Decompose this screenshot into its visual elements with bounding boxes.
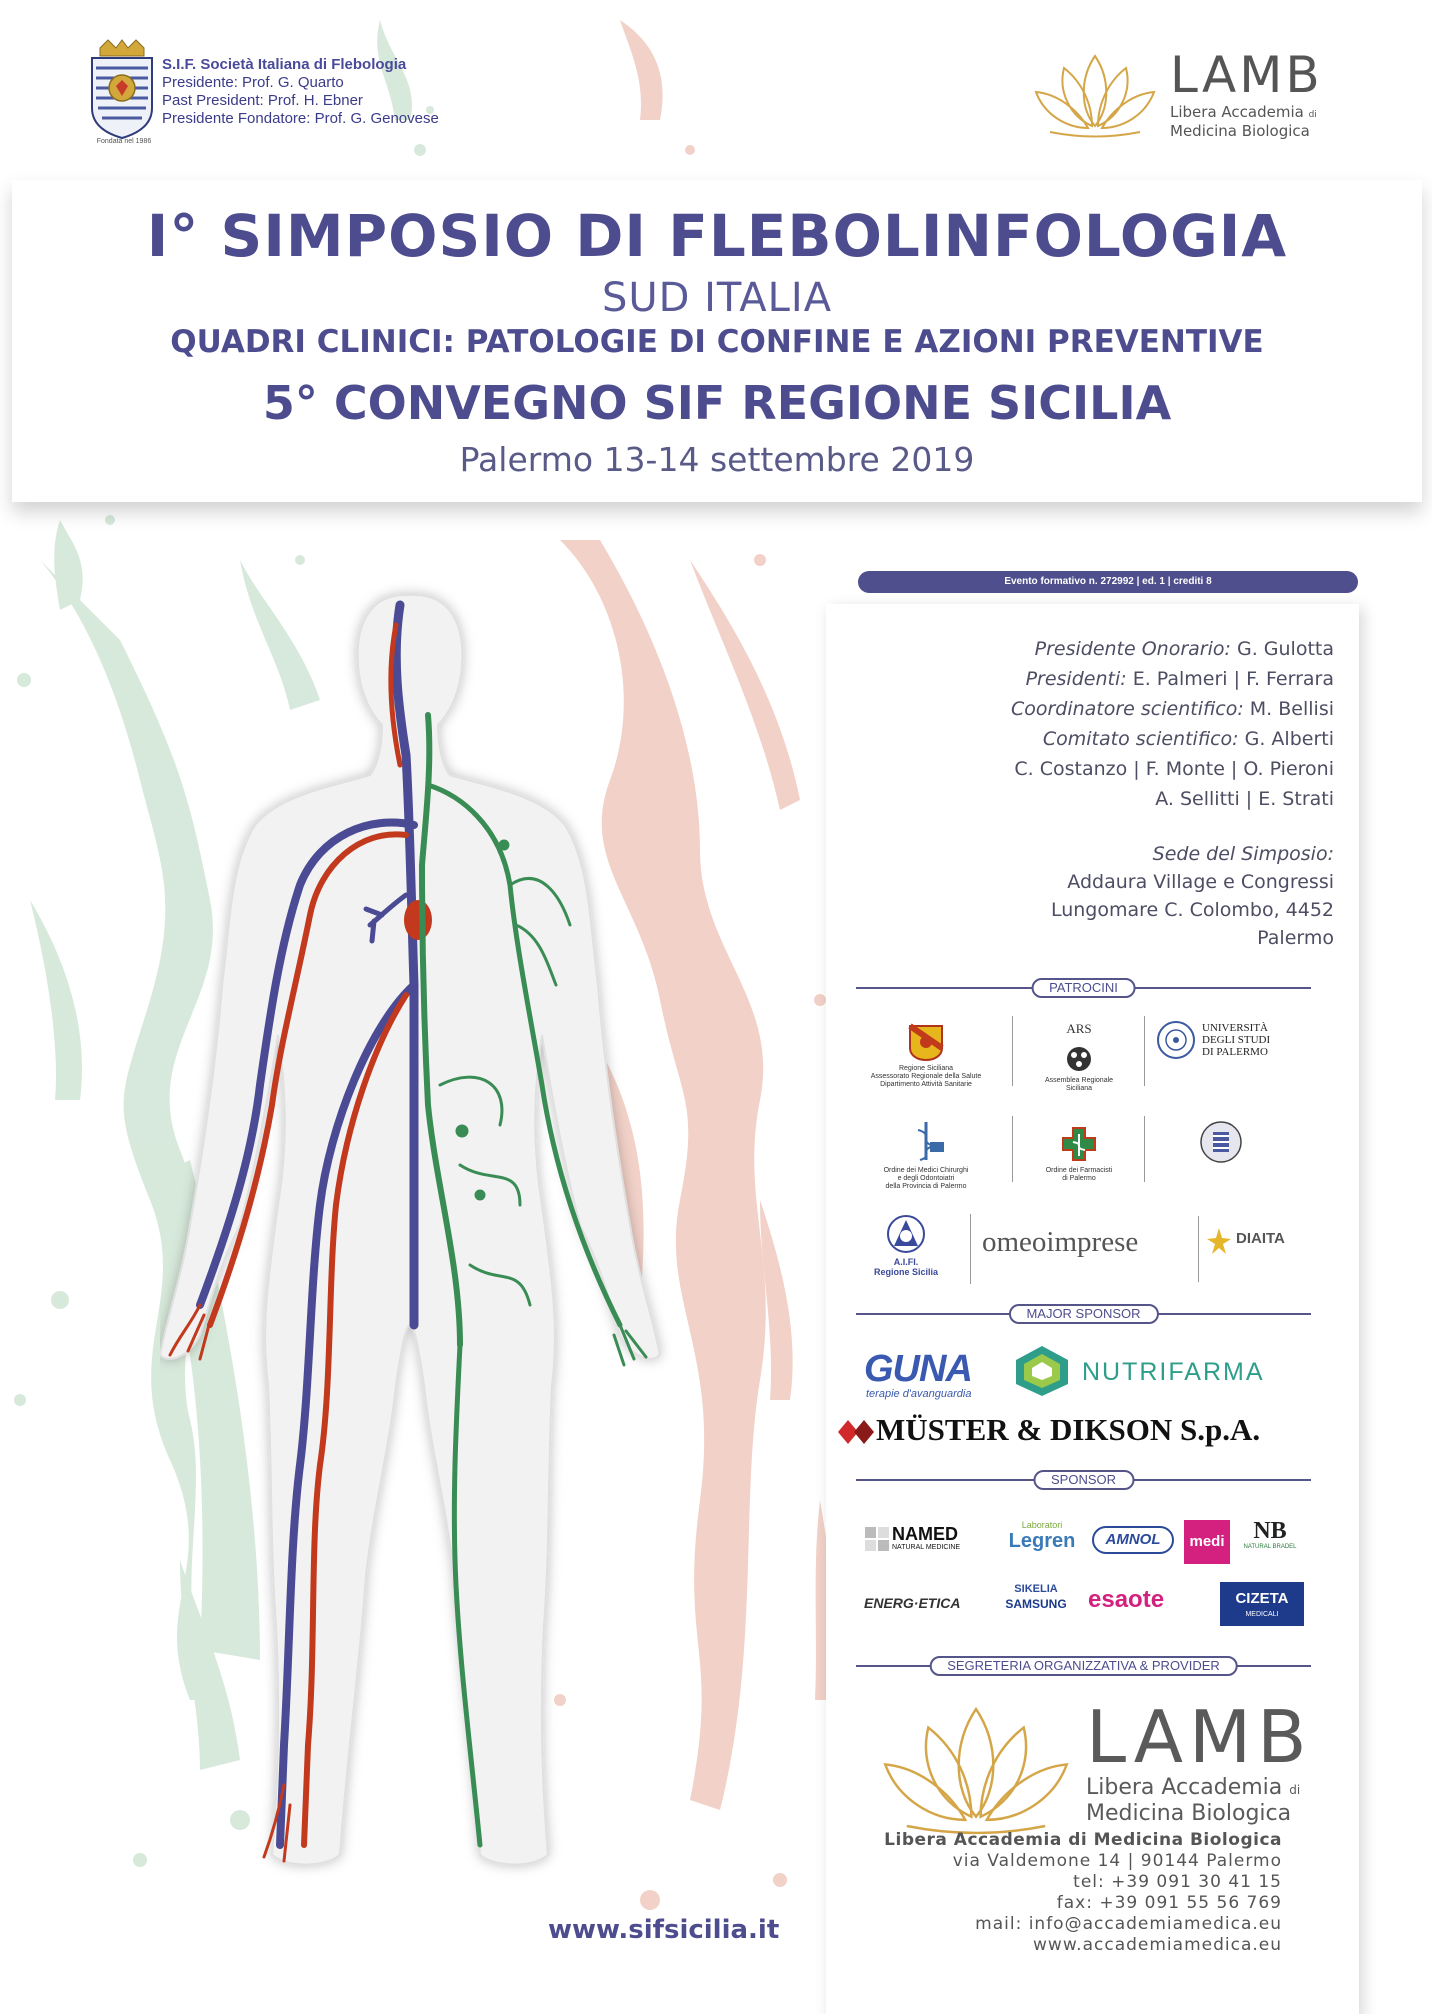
unipa-caption: UNIVERSITÀ DEGLI STUDI DI PALERMO [1202, 1022, 1271, 1058]
logo-divider [1012, 1116, 1013, 1182]
energetica-wordmark: ENERG·ETICA [864, 1595, 961, 1611]
lamb-foot-line1: Libera Accademia [1086, 1775, 1283, 1800]
label-coordinatore: Coordinatore scientifico: [1010, 698, 1244, 720]
lamb-foot-word: LAMB [1086, 1695, 1313, 1779]
nutrifarma-wordmark: NUTRIFARMA [1082, 1358, 1265, 1386]
event-date: Palermo 13-14 settembre 2019 [459, 440, 975, 479]
sponsor-amnol [1092, 1526, 1174, 1554]
medici-caption: Ordine dei Medici Chirurghi e degli Odontoiatri della Provincia di Palermo [883, 1167, 969, 1190]
contact-name: Libera Accademia di Medicina Biologica [884, 1830, 1282, 1850]
section-patrocini [856, 978, 1311, 998]
sif-header [86, 38, 506, 158]
name-coordinatore: M. Bellisi [1249, 698, 1334, 720]
logo-divider [1144, 1116, 1145, 1182]
evento-formativo-bar: Evento formativo n. 272992 | ed. 1 | crediti 8 [858, 571, 1358, 593]
section-segreteria-label: SEGRETERIA ORGANIZZATIVA & PROVIDER [929, 1656, 1238, 1676]
logo-omeoimprese: omeoimprese [982, 1226, 1139, 1258]
lamb-foot-di: di [1289, 1783, 1301, 1797]
convegno-title: 5° CONVEGNO SIF REGIONE SICILIA [262, 376, 1172, 430]
section-sponsor [856, 1470, 1311, 1490]
trinacria-icon [906, 1022, 946, 1062]
unipa-seal-icon [1156, 1020, 1196, 1060]
aifi-icon [884, 1214, 928, 1254]
aifi-text-2: Regione Sicilia [873, 1267, 939, 1277]
lamb-top-di: di [1308, 110, 1317, 120]
guna-wordmark: GUNA [864, 1348, 972, 1390]
lamb-top-word: LAMB [1170, 46, 1323, 104]
cizeta-wordmark: CIZETA [1235, 1590, 1289, 1607]
legren-top: Laboratori [1021, 1520, 1063, 1530]
sif-president: Presidente: Prof. G. Quarto [162, 74, 344, 91]
logo-divider [1144, 1016, 1145, 1086]
sif-past-president: Past President: Prof. H. Ebner [162, 92, 363, 109]
nb-tagline: NATURAL BRADEL [1243, 1544, 1297, 1550]
ars-emblem-icon [1064, 1044, 1094, 1074]
credits-comitato [844, 724, 1334, 754]
ars-mark: ARS [1066, 1021, 1092, 1036]
aifi-text-1: A.I.FI. [893, 1257, 919, 1267]
section-segreteria [856, 1656, 1311, 1676]
lamb-foot-line2: Medicina Biologica [1086, 1801, 1292, 1826]
venue-label: Sede del Simposio: [1152, 843, 1334, 865]
logo-ordine-farmacisti [1024, 1116, 1134, 1191]
section-major-label: MAJOR SPONSOR [1008, 1304, 1158, 1324]
lamb-top-line2: Medicina Biologica [1170, 122, 1310, 140]
muster-diamond-icon [836, 1418, 876, 1446]
lamb-top-subtitle [1170, 104, 1317, 139]
logo-divider [970, 1214, 971, 1284]
lamb-top-line1: Libera Accademia [1170, 103, 1304, 121]
contact-mail[interactable]: mail: info@accademiamedica.eu [975, 1914, 1282, 1934]
sif-seal-icon [1199, 1120, 1243, 1164]
committee-list [844, 634, 1334, 814]
credits-coordinatore [844, 694, 1334, 724]
caduceus-icon [906, 1120, 946, 1164]
sponsor-muster-dikson [836, 1410, 1306, 1460]
sif-text [162, 56, 439, 128]
logo-aifi [856, 1214, 956, 1277]
sif-crest-icon [86, 38, 158, 140]
credits-comitato-2: C. Costanzo | F. Monte | O. Pieroni [1014, 758, 1334, 780]
name-comitato-1: G. Alberti [1244, 728, 1334, 750]
sponsor-named [864, 1524, 992, 1560]
sponsor-sikelia-samsung [996, 1582, 1076, 1622]
named-tagline: NATURAL MEDICINE [892, 1544, 961, 1551]
main-title: I° SIMPOSIO DI FLEBOLINFOLOGIA [146, 202, 1288, 270]
sponsor-guna [864, 1348, 1004, 1408]
name-onorario: G. Gulotta [1236, 638, 1334, 660]
ars-caption: Assemblea Regionale Siciliana [1044, 1077, 1114, 1092]
sponsor-legren [1002, 1520, 1082, 1560]
lotus-icon [876, 1696, 1076, 1836]
website-link[interactable]: www.sifsicilia.it [548, 1915, 780, 1945]
samsung-wordmark: SAMSUNG [1005, 1597, 1067, 1611]
nutrifarma-hex-icon [1012, 1344, 1072, 1398]
subtitle-region: SUD ITALIA [601, 275, 833, 321]
venue-block [844, 840, 1334, 952]
logo-divider [1198, 1216, 1199, 1282]
farmacisti-caption: Ordine dei Farmacisti di Palermo [1045, 1167, 1113, 1182]
logo-sif-seal [1196, 1120, 1246, 1167]
info-panel [826, 604, 1359, 2014]
lamb-logo-top [1030, 48, 1350, 138]
logo-divider [1012, 1016, 1013, 1086]
amnol-wordmark: AMNOL [1105, 1531, 1161, 1548]
cizeta-tagline: MEDICALI [1245, 1611, 1279, 1618]
sponsor-nutrifarma [1012, 1344, 1312, 1404]
named-grid-icon [864, 1526, 890, 1552]
credits-onorario [844, 634, 1334, 664]
diaita-text: DIAITA [1236, 1230, 1285, 1247]
logo-diaita [1206, 1224, 1316, 1264]
legren-wordmark: Legren [1008, 1530, 1076, 1552]
credits-presidenti [844, 664, 1334, 694]
section-major-sponsor [856, 1304, 1311, 1324]
sponsor-energetica [864, 1588, 984, 1618]
diaita-star-icon [1206, 1226, 1232, 1256]
sponsor-cizeta [1220, 1582, 1304, 1626]
label-comitato: Comitato scientifico: [1042, 728, 1239, 750]
logo-ordine-medici [856, 1112, 996, 1199]
contact-web[interactable]: www.accademiamedica.eu [1033, 1935, 1282, 1955]
muster-wordmark: MÜSTER & DIKSON S.p.A. [876, 1412, 1261, 1447]
sif-founding-president: Presidente Fondatore: Prof. G. Genovese [162, 110, 439, 127]
subtitle-topic: QUADRI CLINICI: PATOLOGIE DI CONFINE E AZIONI PREVENTIVE [170, 324, 1264, 360]
esaote-wordmark: esaote [1088, 1586, 1165, 1613]
sponsor-medi [1184, 1520, 1230, 1564]
name-presidenti: E. Palmeri | F. Ferrara [1132, 668, 1334, 690]
regione-caption: Regione Siciliana Assessorato Regionale della Salute Dipartimento Attività Sanitarie [870, 1065, 982, 1088]
guna-tagline: terapie d'avanguardia [866, 1388, 972, 1400]
medi-wordmark: medi [1189, 1533, 1225, 1550]
contact-block [826, 1830, 1282, 1956]
label-presidenti: Presidenti: [1025, 668, 1127, 690]
named-wordmark: NAMED [892, 1524, 958, 1544]
venue-line-3: Palermo [1257, 927, 1334, 949]
sikelia-wordmark: SIKELIA [1014, 1583, 1058, 1595]
contact-fax: fax: +39 091 55 56 769 [1056, 1893, 1282, 1913]
pharmacy-cross-icon [1059, 1124, 1099, 1164]
lotus-icon [1030, 48, 1160, 138]
sif-founded: Fondata nel 1986 [96, 138, 152, 145]
sponsor-esaote [1088, 1584, 1188, 1620]
section-patrocini-label: PATROCINI [1031, 978, 1136, 998]
lamb-foot-subtitle [1086, 1776, 1300, 1826]
nb-wordmark: NB [1253, 1518, 1287, 1544]
section-sponsor-label: SPONSOR [1033, 1470, 1134, 1490]
logo-unipa [1156, 1020, 1286, 1064]
credits-comitato-3: A. Sellitti | E. Strati [1155, 788, 1334, 810]
venue-line-1: Addaura Village e Congressi [1067, 871, 1334, 893]
sponsor-natural-bradel [1240, 1518, 1300, 1566]
contact-tel[interactable]: tel: +39 091 30 41 15 [1073, 1872, 1282, 1892]
contact-address: via Valdemone 14 | 90144 Palermo [952, 1851, 1282, 1871]
logo-regione-siciliana [856, 1014, 996, 1097]
label-onorario: Presidente Onorario: [1034, 638, 1231, 660]
title-banner [12, 180, 1422, 502]
sif-name: S.I.F. Società Italiana di Flebologia [162, 56, 407, 73]
logo-ars [1024, 1014, 1134, 1101]
venue-line-2: Lungomare C. Colombo, 4452 [1050, 899, 1334, 921]
human-vascular-figure [160, 565, 680, 1885]
